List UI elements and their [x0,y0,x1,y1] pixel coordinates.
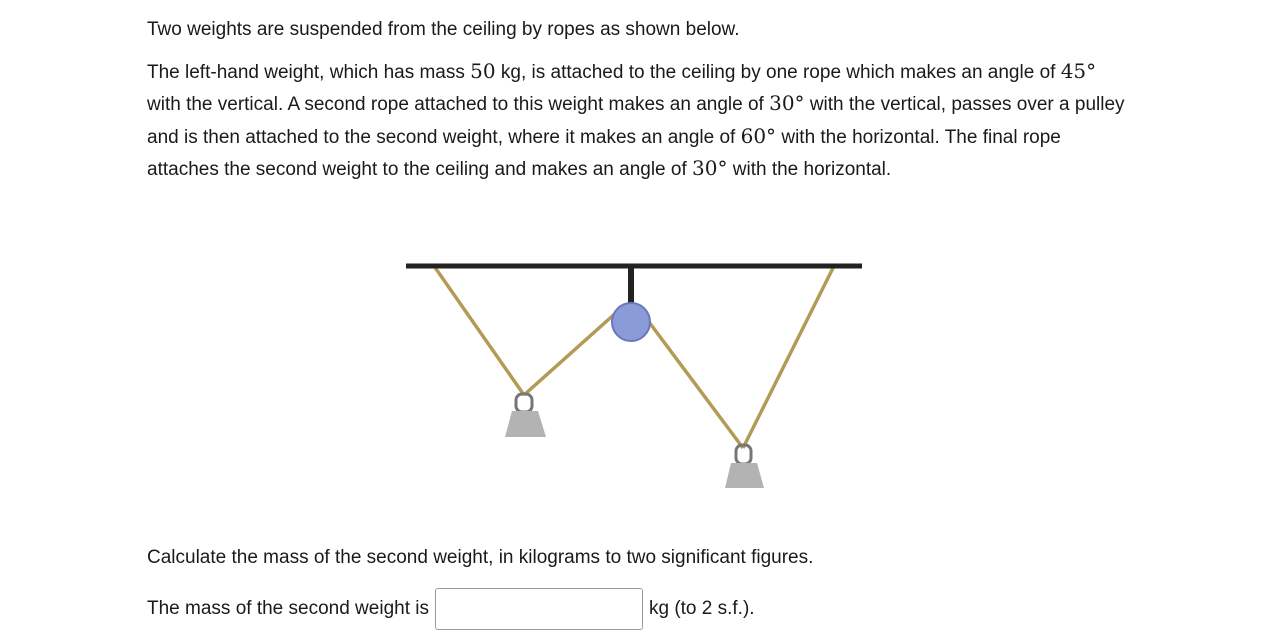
answer-prefix: The mass of the second weight is [147,598,429,619]
description-text: with the horizontal. [727,159,892,180]
answer-suffix: kg (to 2 s.f.). [648,598,755,619]
angle-value: 30° [692,156,728,180]
rope-right-ceiling [743,266,834,448]
description-text: with the horizontal. The final rope attaches the second weight to the ceiling and makes an angle of [147,126,1061,180]
angle-value: 60° [740,123,777,148]
left-weight-body [505,411,546,437]
description-text: kg, is attached to the ceiling by one rope which makes an angle of [495,61,1061,83]
rope-left-pulley [524,311,618,395]
angle-value: 30° [769,91,805,115]
intro-text: Two weights are suspended from the ceiling by ropes as shown below. [147,19,740,40]
mass-value: 50 [470,58,496,83]
rope-pulley-right [646,318,743,448]
answer-row [147,586,755,632]
pulley-wheel [612,303,650,341]
description-text: with the vertical. A second rope attached to this weight makes an angle of [147,94,770,115]
question-text: Calculate the mass of the second weight, in kilograms to two significant figures. [147,547,814,568]
answer-input[interactable] [435,588,643,630]
description-text: The left-hand weight, which has mass [147,61,471,83]
description-text: with the vertical, passes over a pulley and is then attached to the second weight, where it makes an angle of [147,94,1125,148]
left-weight [505,394,546,437]
rope-left-ceiling [434,266,524,395]
right-weight [725,445,764,488]
right-weight-body [725,463,764,488]
left-weight-hook [516,394,532,412]
angle-value: 45° [1060,58,1097,83]
